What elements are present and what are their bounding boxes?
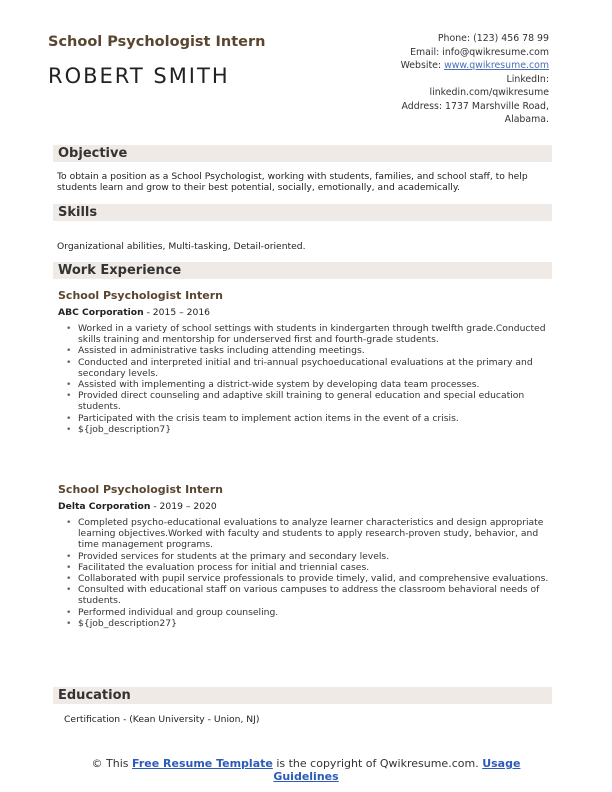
list-item: • Provided services for students at the primary and secondary levels. [66,551,552,562]
copyright-footer [60,757,552,783]
website-label: Website: [400,60,445,71]
skills-heading: Skills [58,205,98,220]
list-item: • Worked in a variety of school settings with students in kindergarten through twelfth grade.Conducted skills training and mentorship for underserved first and fourth-grade students. [66,323,552,345]
footer-middle: is the copyright of Qwikresume.com. [272,757,483,770]
list-item: • Consulted with educational staff on various campuses to address the classroom behavioral needs of students. [66,584,552,606]
job-company [58,307,210,318]
skills-text: Organizational abilities, Multi-tasking, Detail-oriented. [57,241,306,252]
resume-header [48,30,563,130]
job-dates: - 2015 – 2016 [143,307,211,318]
education-text: Certification - (Kean University - Union, NJ) [64,714,260,725]
job-bullets [66,517,552,629]
usage-guidelines-link[interactable]: Usage Guidelines [273,757,521,783]
job-title: School Psychologist Intern [58,483,223,496]
list-item: • Provided direct counseling and adaptive skill training to general education and special education students. [66,390,552,412]
candidate-name: ROBERT SMITH [48,64,230,88]
objective-section-header [53,145,552,162]
list-item: • Conducted and interpreted initial and tri-annual psychoeducational evaluations at the primary and secondary levels. [66,357,552,379]
contact-linkedin-value: linkedin.com/qwikresume [429,87,549,98]
job-company [58,501,217,512]
job-bullets [66,323,552,435]
footer-prefix: © This [91,757,133,770]
list-item: • Facilitated the evaluation process for initial and triennial cases. [66,562,552,573]
list-item: • ${job_description7} [66,424,552,435]
list-item: • Participated with the crisis team to implement action items in the event of a crisis. [66,413,552,424]
contact-website [359,59,549,73]
objective-heading: Objective [58,146,128,161]
list-item: • ${job_description27} [66,618,552,629]
header-job-title: School Psychologist Intern [48,34,266,50]
objective-text: To obtain a position as a School Psychologist, working with students, families, and school staff, to help students learn and grow to their best potential, socially, emotionally, and academically. [57,171,528,193]
list-item: • Performed individual and group counseling. [66,607,552,618]
job-dates: - 2019 – 2020 [150,501,217,512]
skills-section-header [53,204,552,221]
job-title: School Psychologist Intern [58,289,223,302]
list-item: • Completed psycho-educational evaluations to analyze learner characteristics and design appropriate learning objectives.Worked with faculty and students to apply research-proven study, behavior, and time management programs. [66,517,552,551]
free-resume-template-link[interactable]: Free Resume Template [132,757,273,770]
contact-block [359,32,549,127]
list-item: • Assisted in administrative tasks including attending meetings. [66,345,552,356]
contact-email: Email: info@qwikresume.com [410,46,549,58]
education-heading: Education [58,688,131,703]
list-item: • Collaborated with pupil service professionals to provide timely, valid, and comprehensive evaluations. [66,573,552,584]
contact-address-line2: Alabama. [504,114,549,125]
contact-address-line1: Address: 1737 Marshville Road, [401,100,549,112]
company-name: Delta Corporation [58,501,151,512]
education-section-header [53,687,552,704]
contact-linkedin-label: LinkedIn: [506,73,549,85]
contact-phone: Phone: (123) 456 78 99 [437,33,549,44]
website-link[interactable]: www.qwikresume.com [444,60,549,71]
list-item: • Assisted with implementing a district-wide system by developing data team processes. [66,379,552,390]
experience-section-header [53,262,552,279]
experience-heading: Work Experience [58,263,182,278]
company-name: ABC Corporation [58,307,144,318]
